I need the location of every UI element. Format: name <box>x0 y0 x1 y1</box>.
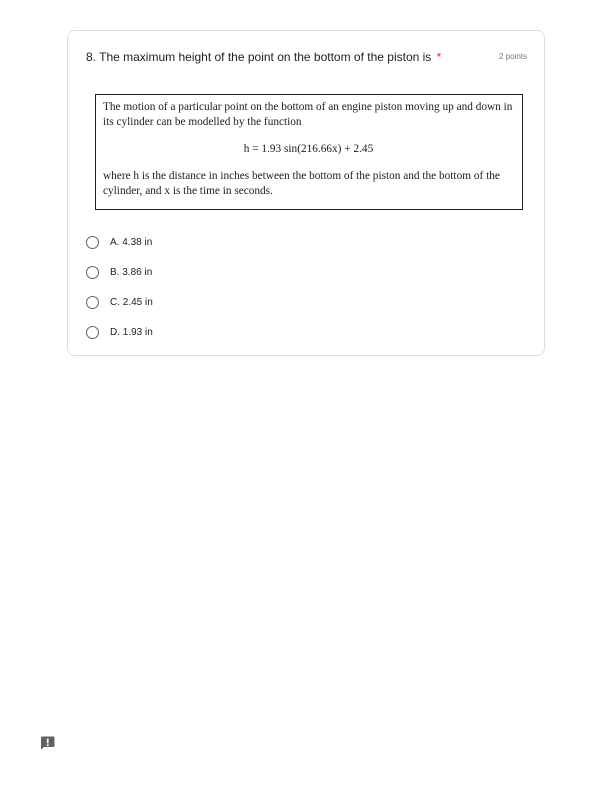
stem-paragraph-2: where h is the distance in inches between the bottom of the piston and the bottom of the cylinder, and x is the time in seconds. <box>103 170 500 197</box>
option-c[interactable] <box>86 287 153 317</box>
stem-formula: h = 1.93 sin(216.66x) + 2.45 <box>243 143 374 155</box>
report-feedback-icon[interactable] <box>40 736 55 750</box>
option-label: C. 2.45 in <box>110 296 153 308</box>
question-text: 8. The maximum height of the point on the bottom of the piston is <box>86 50 432 64</box>
radio-button[interactable] <box>86 266 99 279</box>
option-label: D. 1.93 in <box>110 326 153 338</box>
option-b[interactable] <box>86 257 153 287</box>
option-a[interactable] <box>86 227 153 257</box>
answer-options <box>86 227 153 347</box>
radio-button[interactable] <box>86 296 99 309</box>
question-title <box>86 49 441 65</box>
stem-paragraph-1: The motion of a particular point on the bottom of an engine piston moving up and down in its cylinder can be modelled by the function <box>103 101 513 128</box>
option-d[interactable] <box>86 317 153 347</box>
option-label: B. 3.86 in <box>110 266 153 278</box>
option-label: A. 4.38 in <box>110 236 153 248</box>
question-stem-image <box>95 94 523 210</box>
required-asterisk: * <box>436 50 442 64</box>
question-card <box>67 30 545 356</box>
radio-button[interactable] <box>86 326 99 339</box>
radio-button[interactable] <box>86 236 99 249</box>
points-label: 2 points <box>498 52 527 61</box>
